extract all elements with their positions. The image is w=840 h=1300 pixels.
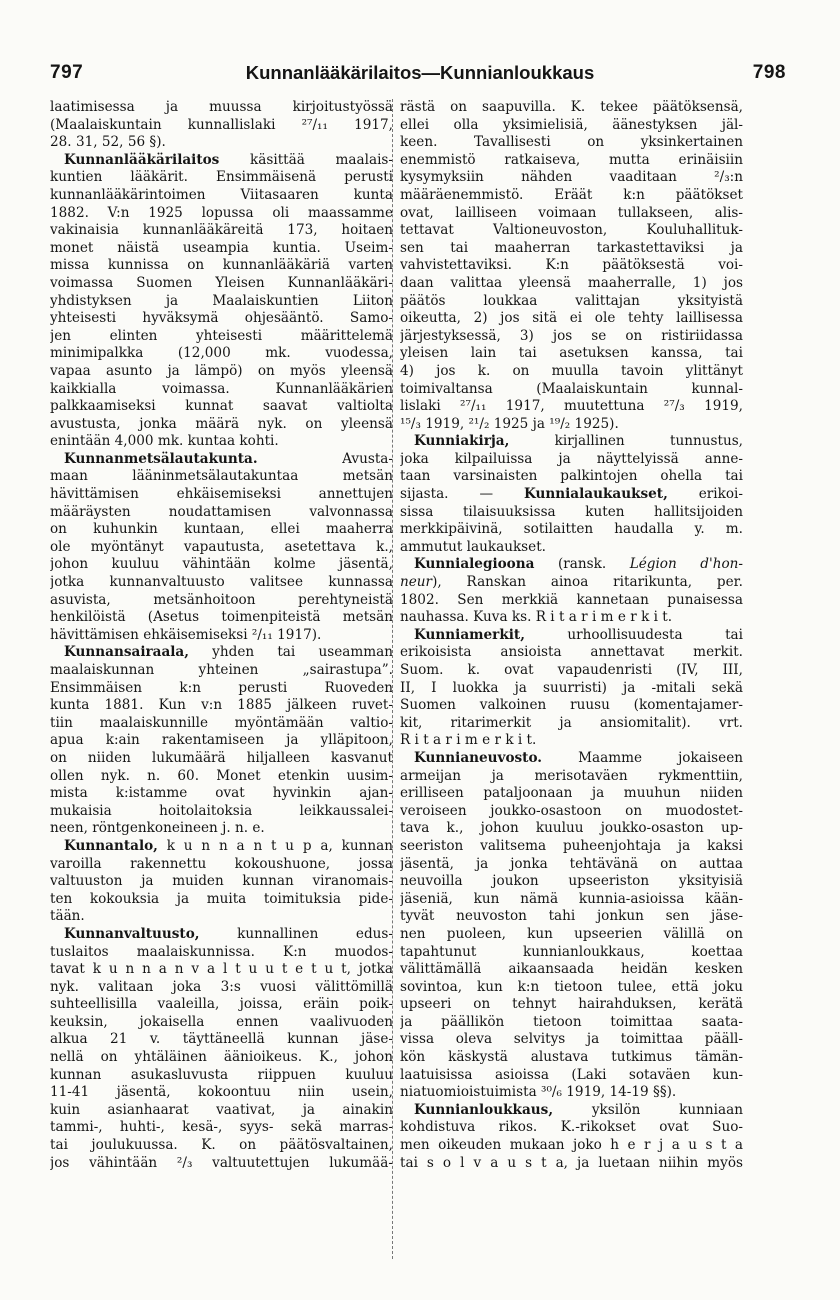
- text-line: [50, 1155, 393, 1173]
- text-line: [50, 785, 393, 803]
- text-line: [400, 222, 743, 240]
- text-line: [400, 926, 743, 944]
- line-text: henkilöistä (Asetus toimenpiteistä metsän: [50, 609, 393, 626]
- line-text: enintään 4,000 mk. kuntaa kohti.: [50, 433, 279, 450]
- text-line: [400, 345, 743, 363]
- line-text: nen puoleen, kun upseerien välillä on: [400, 925, 743, 942]
- text-line: [400, 803, 743, 821]
- text-line: [400, 908, 743, 926]
- text-line: [50, 504, 393, 522]
- line-text: Suomen valkoinen ruusu (komentajamer-: [400, 697, 743, 714]
- line-text: välittämällä aikaansaada heidän kesken: [400, 961, 743, 978]
- line-text: kön käskystä alustava tutkimus tämän-: [400, 1049, 743, 1066]
- text-line: [400, 1067, 743, 1085]
- text-line: [400, 750, 743, 768]
- line-text: tavat k u n n a n v a l t u u t e t u t, jotka: [50, 961, 393, 978]
- line-text: varoilla rakennettu kokoushuone, jossa: [50, 855, 393, 872]
- line-text: kunta 1881. Kun v:n 1885 jälkeen ruvet-: [50, 697, 393, 714]
- entry-headword: Kunnanmetsälautakunta.: [64, 450, 258, 467]
- text-line: [50, 873, 393, 891]
- text-line: [400, 381, 743, 399]
- text-line: [400, 1049, 743, 1067]
- text-line: [400, 1014, 743, 1032]
- line-text: erikoi-: [667, 486, 743, 503]
- text-line: [400, 451, 743, 469]
- text-line: [400, 785, 743, 803]
- line-text: 1882. V:n 1925 lopussa oli maassamme: [50, 204, 393, 221]
- text-line: [50, 222, 393, 240]
- text-line: [400, 820, 743, 838]
- line-text: kunnan asukasluvusta riippuen kuuluu: [50, 1066, 393, 1083]
- line-text: tettavat Valtioneuvoston, Kouluhallituk-: [400, 222, 743, 239]
- line-text: yhteisesti hyväksymä ohjesääntö. Samo-: [50, 310, 393, 327]
- text-line: [50, 856, 393, 874]
- text-line: [50, 433, 393, 451]
- line-text: merkkipäivinä, sotilaitten haudalla y. m.: [400, 521, 743, 538]
- running-title: Kunnanlääkärilaitos—Kunnianloukkaus: [245, 62, 595, 83]
- line-text: tai s o l v a u s t a, ja luetaan niihin myös: [400, 1154, 743, 1171]
- line-text: laatimisessa ja muussa kirjoitustyössä: [50, 99, 393, 115]
- line-text: yhden tai useamman: [188, 644, 393, 661]
- line-text: taan varsinaisten palkintojen ohella tai: [400, 468, 743, 485]
- line-text: nellä on yhtäläinen äänioikeus. K., johon: [50, 1049, 393, 1066]
- entry-headword: Kunniamerkit,: [414, 626, 525, 643]
- line-text: tava k., johon kuuluu joukko-osaston up-: [400, 820, 743, 837]
- line-text: sovintoa, kun k:n tietoon tulee, että joku: [400, 978, 743, 995]
- line-text: mukaisia hoitolaitoksia leikkaussalei-: [50, 802, 393, 819]
- line-text: käsittää maalais-: [219, 151, 393, 168]
- text-line: [400, 873, 743, 891]
- text-line: [400, 99, 743, 117]
- text-line: [50, 556, 393, 574]
- line-text: tyvät neuvoston tahi jonkun sen jäse-: [400, 908, 743, 925]
- line-text: lislaki ²⁷/₁₁ 1917, muutettuna ²⁷/₃ 1919,: [400, 398, 743, 415]
- line-text: kuin asianhaarat vaativat, ja ainakin: [50, 1101, 393, 1118]
- line-text: rästä on saapuvilla. K. tekee päätöksensä,: [400, 99, 743, 115]
- entry-headword: Kunnialegioona: [414, 556, 535, 573]
- line-text: ten kokouksia ja muita toimituksia pide-: [50, 890, 393, 907]
- line-text: sen tai maaherran tarkastettaviksi ja: [400, 239, 743, 256]
- line-text: neen, röntgenkoneineen j. n. e.: [50, 820, 265, 837]
- text-line: [50, 152, 393, 170]
- text-line: [400, 433, 743, 451]
- line-text: oikeutta, 2) jos sitä ei ole tehty laillisessa: [400, 310, 743, 327]
- line-text: mista k:istamme ovat hyvinkin ajan-: [50, 785, 393, 802]
- line-text: kunnanlääkärintoimen Viitasaaren kunta: [50, 186, 393, 203]
- text-line: [400, 117, 743, 135]
- text-line: [50, 187, 393, 205]
- line-text: 28. 31, 52, 56 §).: [50, 134, 166, 151]
- line-text: ¹⁵/₃ 1919, ²¹/₂ 1925 ja ¹⁹/₂ 1925).: [400, 415, 619, 432]
- line-text: laatuisissa asioissa (Laki sotaväen kun-: [400, 1066, 743, 1083]
- line-text: voimassa Suomen Yleisen Kunnanlääkäri-: [50, 274, 393, 291]
- line-text: kunnallinen edus-: [199, 925, 393, 942]
- text-line: [50, 944, 393, 962]
- line-text: apua k:ain rakentamiseen ja ylläpitoon,: [50, 732, 393, 749]
- text-line: [400, 486, 743, 504]
- text-line: [50, 134, 393, 152]
- text-line: [400, 891, 743, 909]
- line-text: tapahtunut kunnianloukkaus, koettaa: [400, 943, 743, 960]
- text-line: [50, 169, 393, 187]
- text-line: [400, 662, 743, 680]
- line-text: kirjallinen tunnustus,: [509, 433, 743, 450]
- text-line: [50, 609, 393, 627]
- text-line: [400, 416, 743, 434]
- line-text: jen elinten yhteisesti määrittelemä: [50, 327, 393, 344]
- text-line: [50, 539, 393, 557]
- page-number-left: 797: [50, 62, 84, 83]
- text-line: [50, 240, 393, 258]
- line-text: sijasta. —: [400, 486, 524, 503]
- line-text: yhdistyksen ja Maalaiskuntien Liiton: [50, 292, 393, 309]
- line-text: kysymyksiin nähden vaaditaan ²/₃:n: [400, 169, 743, 186]
- line-text: 1802. Sen merkkiä kannetaan punaisessa: [400, 591, 743, 608]
- text-line: [50, 451, 393, 469]
- line-text: määräysten noudattamisen valvonnassa: [50, 503, 393, 520]
- text-line: [50, 732, 393, 750]
- line-text: valtuuston ja muiden kunnan viranomais-: [50, 873, 393, 890]
- line-text: ellei olla yksimielisiä, äänestyksen jäl-: [400, 116, 743, 133]
- text-line: [400, 556, 743, 574]
- text-line: [50, 627, 393, 645]
- line-text: Ensimmäisen k:n perusti Ruoveden: [50, 679, 393, 696]
- text-line: [50, 205, 393, 223]
- line-text: vissa oleva selvitys ja toimittaa pääll-: [400, 1031, 743, 1048]
- text-line: [400, 275, 743, 293]
- text-line: [400, 574, 743, 592]
- line-text: upseeri on tehnyt hairahduksen, kerätä: [400, 996, 743, 1013]
- line-text: hävittämisen ehkäisemiseksi ²/₁₁ 1917).: [50, 626, 322, 643]
- line-text: Maamme jokaiseen: [542, 749, 743, 766]
- text-line: [50, 1119, 393, 1137]
- text-line: [50, 310, 393, 328]
- line-text: Suom. k. ovat vapaudenristi (IV, III,: [400, 662, 743, 678]
- line-text: armeijan ja merisotaväen rykmenttiin,: [400, 767, 743, 784]
- text-line: [50, 820, 393, 838]
- page-number-right: 798: [752, 62, 786, 83]
- line-text: vapaa asunto ja lämpö) on myös yleensä: [50, 362, 393, 379]
- line-text: päätös loukkaa valittajan yksityistä: [400, 292, 743, 309]
- text-line: [50, 908, 393, 926]
- entry-headword: Kunnanlääkärilaitos: [64, 151, 220, 168]
- line-text: niatuomioistuimista ³⁰/₆ 1919, 14-19 §§).: [400, 1084, 677, 1101]
- text-line: [50, 644, 393, 662]
- text-line: [50, 1067, 393, 1085]
- line-text: monet näistä useampia kuntia. Useim-: [50, 239, 393, 256]
- line-text: ovat, lailliseen voimaan tullakseen, alis-: [400, 204, 743, 221]
- line-text: yksilön kunniaan: [553, 1101, 743, 1118]
- line-text: suhteellisilla vaaleilla, joissa, eräin poik-: [50, 996, 393, 1013]
- entry-headword: Kunnianeuvosto.: [414, 749, 543, 766]
- line-text: johon kuuluu vähintään kolme jäsentä,: [50, 556, 393, 573]
- text-line: [400, 134, 743, 152]
- entry-headword: Kunnanvaltuusto,: [64, 925, 200, 942]
- line-text: kaikkialla voimassa. Kunnanlääkärien: [50, 380, 393, 397]
- entry-headword: Kunnialaukaukset,: [523, 486, 668, 503]
- text-line: [50, 592, 393, 610]
- text-line: [50, 768, 393, 786]
- line-text: ), Ranskan ainoa ritarikunta, per.: [432, 574, 743, 591]
- text-line: [400, 521, 743, 539]
- line-text: 4) jos k. on muulla tavoin ylittänyt: [400, 362, 743, 379]
- text-line: [400, 996, 743, 1014]
- text-line: [50, 99, 393, 117]
- text-line: [50, 891, 393, 909]
- text-line: [50, 293, 393, 311]
- text-line: [50, 345, 393, 363]
- line-text: Avusta-: [257, 450, 393, 467]
- text-line: [400, 644, 743, 662]
- line-text: joka kilpailuissa ja näyttelyissä anne-: [400, 450, 743, 467]
- line-text: neuvoilla joukon upseeriston yksityisiä: [400, 873, 743, 890]
- text-line: [50, 697, 393, 715]
- text-line: [400, 468, 743, 486]
- line-text: tään.: [50, 908, 85, 925]
- line-text: hävittämisen ehkäisemiseksi annettujen: [50, 486, 393, 503]
- text-line: [400, 768, 743, 786]
- text-line: [50, 521, 393, 539]
- text-line: [50, 468, 393, 486]
- line-text: men oikeuden mukaan joko h e r j a u s t a: [400, 1137, 743, 1154]
- line-text: tiin maalaiskunnille myöntämään valtio-: [50, 714, 393, 731]
- line-text: asuvista, metsänhoitoon perehtyneistä: [50, 591, 393, 608]
- text-line: [400, 732, 743, 750]
- column-divider: [392, 99, 393, 1259]
- line-text: ammutut laukaukset.: [400, 538, 546, 555]
- line-text: veroiseen joukko-osastoon on muodostet-: [400, 802, 743, 819]
- text-line: [400, 257, 743, 275]
- line-text: II, I luokka ja suurristi) ja -mitali sekä: [400, 679, 743, 696]
- text-line: [400, 697, 743, 715]
- line-text: on kuhunkin kuntaan, ellei maaherra: [50, 521, 393, 538]
- text-line: [50, 803, 393, 821]
- text-line: [50, 1049, 393, 1067]
- line-text: kuntien lääkärit. Ensimmäisenä perusti: [50, 169, 393, 186]
- line-text: alkua 21 v. täyttäneellä kunnan jäse-: [50, 1031, 393, 1048]
- text-line: [400, 328, 743, 346]
- line-text: (Maalaiskuntain kunnallislaki ²⁷/₁₁ 1917,: [50, 116, 393, 133]
- text-line: [400, 504, 743, 522]
- text-line: [400, 205, 743, 223]
- running-header: [0, 62, 840, 88]
- italic-text: Légion d'hon-: [629, 556, 743, 573]
- line-text: keen. Tavallisesti on yksinkertainen: [400, 134, 743, 151]
- line-text: ja päällikön tietoon toimittaa saata-: [400, 1013, 743, 1030]
- text-line: [50, 926, 393, 944]
- text-line: [400, 398, 743, 416]
- line-text: urhoollisuudesta tai: [524, 626, 743, 643]
- text-line: [50, 838, 393, 856]
- text-line: [50, 996, 393, 1014]
- line-text: k u n n a n t u p a, kunnan: [157, 837, 393, 854]
- line-text: daan valittaa yleensä maaherralle, 1) jos: [400, 274, 743, 291]
- entry-headword: Kunnantalo,: [64, 837, 158, 854]
- line-text: keuksin, jokaisella ennen vaalivuoden: [50, 1013, 393, 1030]
- line-text: R i t a r i m e r k i t.: [400, 732, 537, 749]
- text-line: [400, 1102, 743, 1120]
- text-line: [400, 1084, 743, 1102]
- line-text: 11-41 jäsentä, kokoontuu niin usein,: [50, 1084, 393, 1101]
- line-text: ole myöntänyt vapautusta, asetettava k.,: [50, 538, 393, 555]
- text-line: [50, 275, 393, 293]
- line-text: toimivaltansa (Maalaiskuntain kunnal-: [400, 380, 743, 397]
- text-line: [400, 961, 743, 979]
- line-text: erilliseen pataljoonaan ja muuhun niiden: [400, 785, 743, 802]
- line-text: jotka kunnanvaltuusto valitsee kunnassa: [50, 574, 393, 591]
- text-line: [50, 1031, 393, 1049]
- line-text: erikoisista ansioista annettavat merkit.: [400, 644, 743, 661]
- line-text: nyk. valitaan joka 3:s vuosi välittömillä: [50, 978, 393, 995]
- text-line: [400, 609, 743, 627]
- line-text: nauhassa. Kuva ks. R i t a r i m e r k i t.: [400, 609, 673, 626]
- text-line: [400, 715, 743, 733]
- line-text: ollen nyk. n. 60. Monet etenkin uusim-: [50, 767, 393, 784]
- line-text: minimipalkka (12,000 mk. vuodessa,: [50, 345, 393, 362]
- text-line: [50, 715, 393, 733]
- line-text: maalaiskunnan yhteinen „sairastupa”.: [50, 662, 393, 678]
- line-text: maan lääninmetsälautakuntaa metsän: [50, 468, 393, 485]
- line-text: kohdistuva rikos. K.-rikokset ovat Suo-: [400, 1119, 743, 1136]
- line-text: järjestyksessä, 3) jos se on ristiriidassa: [400, 327, 743, 344]
- line-text: (ransk.: [534, 556, 630, 573]
- text-line: [50, 979, 393, 997]
- entry-headword: Kunnansairaala,: [64, 644, 189, 661]
- line-text: jäsentä, ja jonka tehtävänä on auttaa: [400, 855, 743, 872]
- text-line: [400, 310, 743, 328]
- text-line: [400, 240, 743, 258]
- line-text: määräenemmistö. Eräät k:n päätökset: [400, 186, 743, 203]
- text-line: [400, 592, 743, 610]
- text-line: [50, 662, 393, 680]
- text-line: [50, 574, 393, 592]
- text-line: [400, 539, 743, 557]
- text-line: [50, 1014, 393, 1032]
- text-line: [400, 944, 743, 962]
- text-line: [400, 627, 743, 645]
- text-line: [50, 961, 393, 979]
- text-line: [400, 1031, 743, 1049]
- text-line: [50, 381, 393, 399]
- text-line: [50, 398, 393, 416]
- text-line: [400, 293, 743, 311]
- text-line: [50, 117, 393, 135]
- right-column: [400, 99, 743, 1172]
- italic-text: neur: [400, 574, 433, 591]
- line-text: sissa tilaisuuksissa kuten hallitsijoiden: [400, 503, 743, 520]
- line-text: vakinaisia kunnanlääkäreitä 173, hoitaen: [50, 222, 393, 239]
- entry-headword: Kunniakirja,: [414, 433, 510, 450]
- text-line: [50, 416, 393, 434]
- text-line: [50, 363, 393, 381]
- text-line: [400, 838, 743, 856]
- line-text: jos vähintään ²/₃ valtuutettujen lukumää-: [50, 1154, 393, 1171]
- text-line: [400, 1155, 743, 1173]
- line-text: on niiden lukumäärä hiljalleen kasvanut: [50, 749, 393, 766]
- entry-headword: Kunnianloukkaus,: [414, 1101, 554, 1118]
- line-text: palkkaamiseksi kunnat saavat valtiolta: [50, 398, 393, 415]
- text-line: [400, 169, 743, 187]
- line-text: tai joulukuussa. K. on päätösvaltainen,: [50, 1137, 393, 1154]
- line-text: jäseniä, kun nämä kunnia-asioissa kään-: [400, 890, 743, 907]
- text-line: [400, 1137, 743, 1155]
- text-line: [50, 328, 393, 346]
- line-text: seeriston valitsema puheenjohtaja ja kaksi: [400, 837, 743, 854]
- text-line: [400, 363, 743, 381]
- line-text: avustusta, jonka määrä nyk. on yleensä: [50, 415, 393, 432]
- text-line: [50, 257, 393, 275]
- text-line: [400, 152, 743, 170]
- line-text: vahvistettaviksi. K:n päätöksestä voi-: [400, 257, 743, 274]
- left-column: [50, 99, 393, 1172]
- line-text: tammi-, huhti-, kesä-, syys- sekä marras-: [50, 1119, 393, 1136]
- text-line: [50, 1137, 393, 1155]
- line-text: missa kunnissa on kunnanlääkäriä varten: [50, 257, 393, 274]
- text-line: [50, 750, 393, 768]
- text-line: [400, 680, 743, 698]
- line-text: kit, ritarimerkit ja ansiomitalit). vrt.: [400, 714, 743, 731]
- line-text: yleisen lain tai asetuksen kanssa, tai: [400, 345, 743, 362]
- text-line: [400, 1119, 743, 1137]
- text-line: [400, 979, 743, 997]
- text-line: [50, 1084, 393, 1102]
- text-line: [50, 486, 393, 504]
- text-line: [50, 680, 393, 698]
- text-line: [50, 1102, 393, 1120]
- line-text: tuslaitos maalaiskunnissa. K:n muodos-: [50, 943, 393, 960]
- text-line: [400, 187, 743, 205]
- line-text: enemmistö ratkaiseva, mutta erinäisiin: [400, 151, 743, 168]
- text-line: [400, 856, 743, 874]
